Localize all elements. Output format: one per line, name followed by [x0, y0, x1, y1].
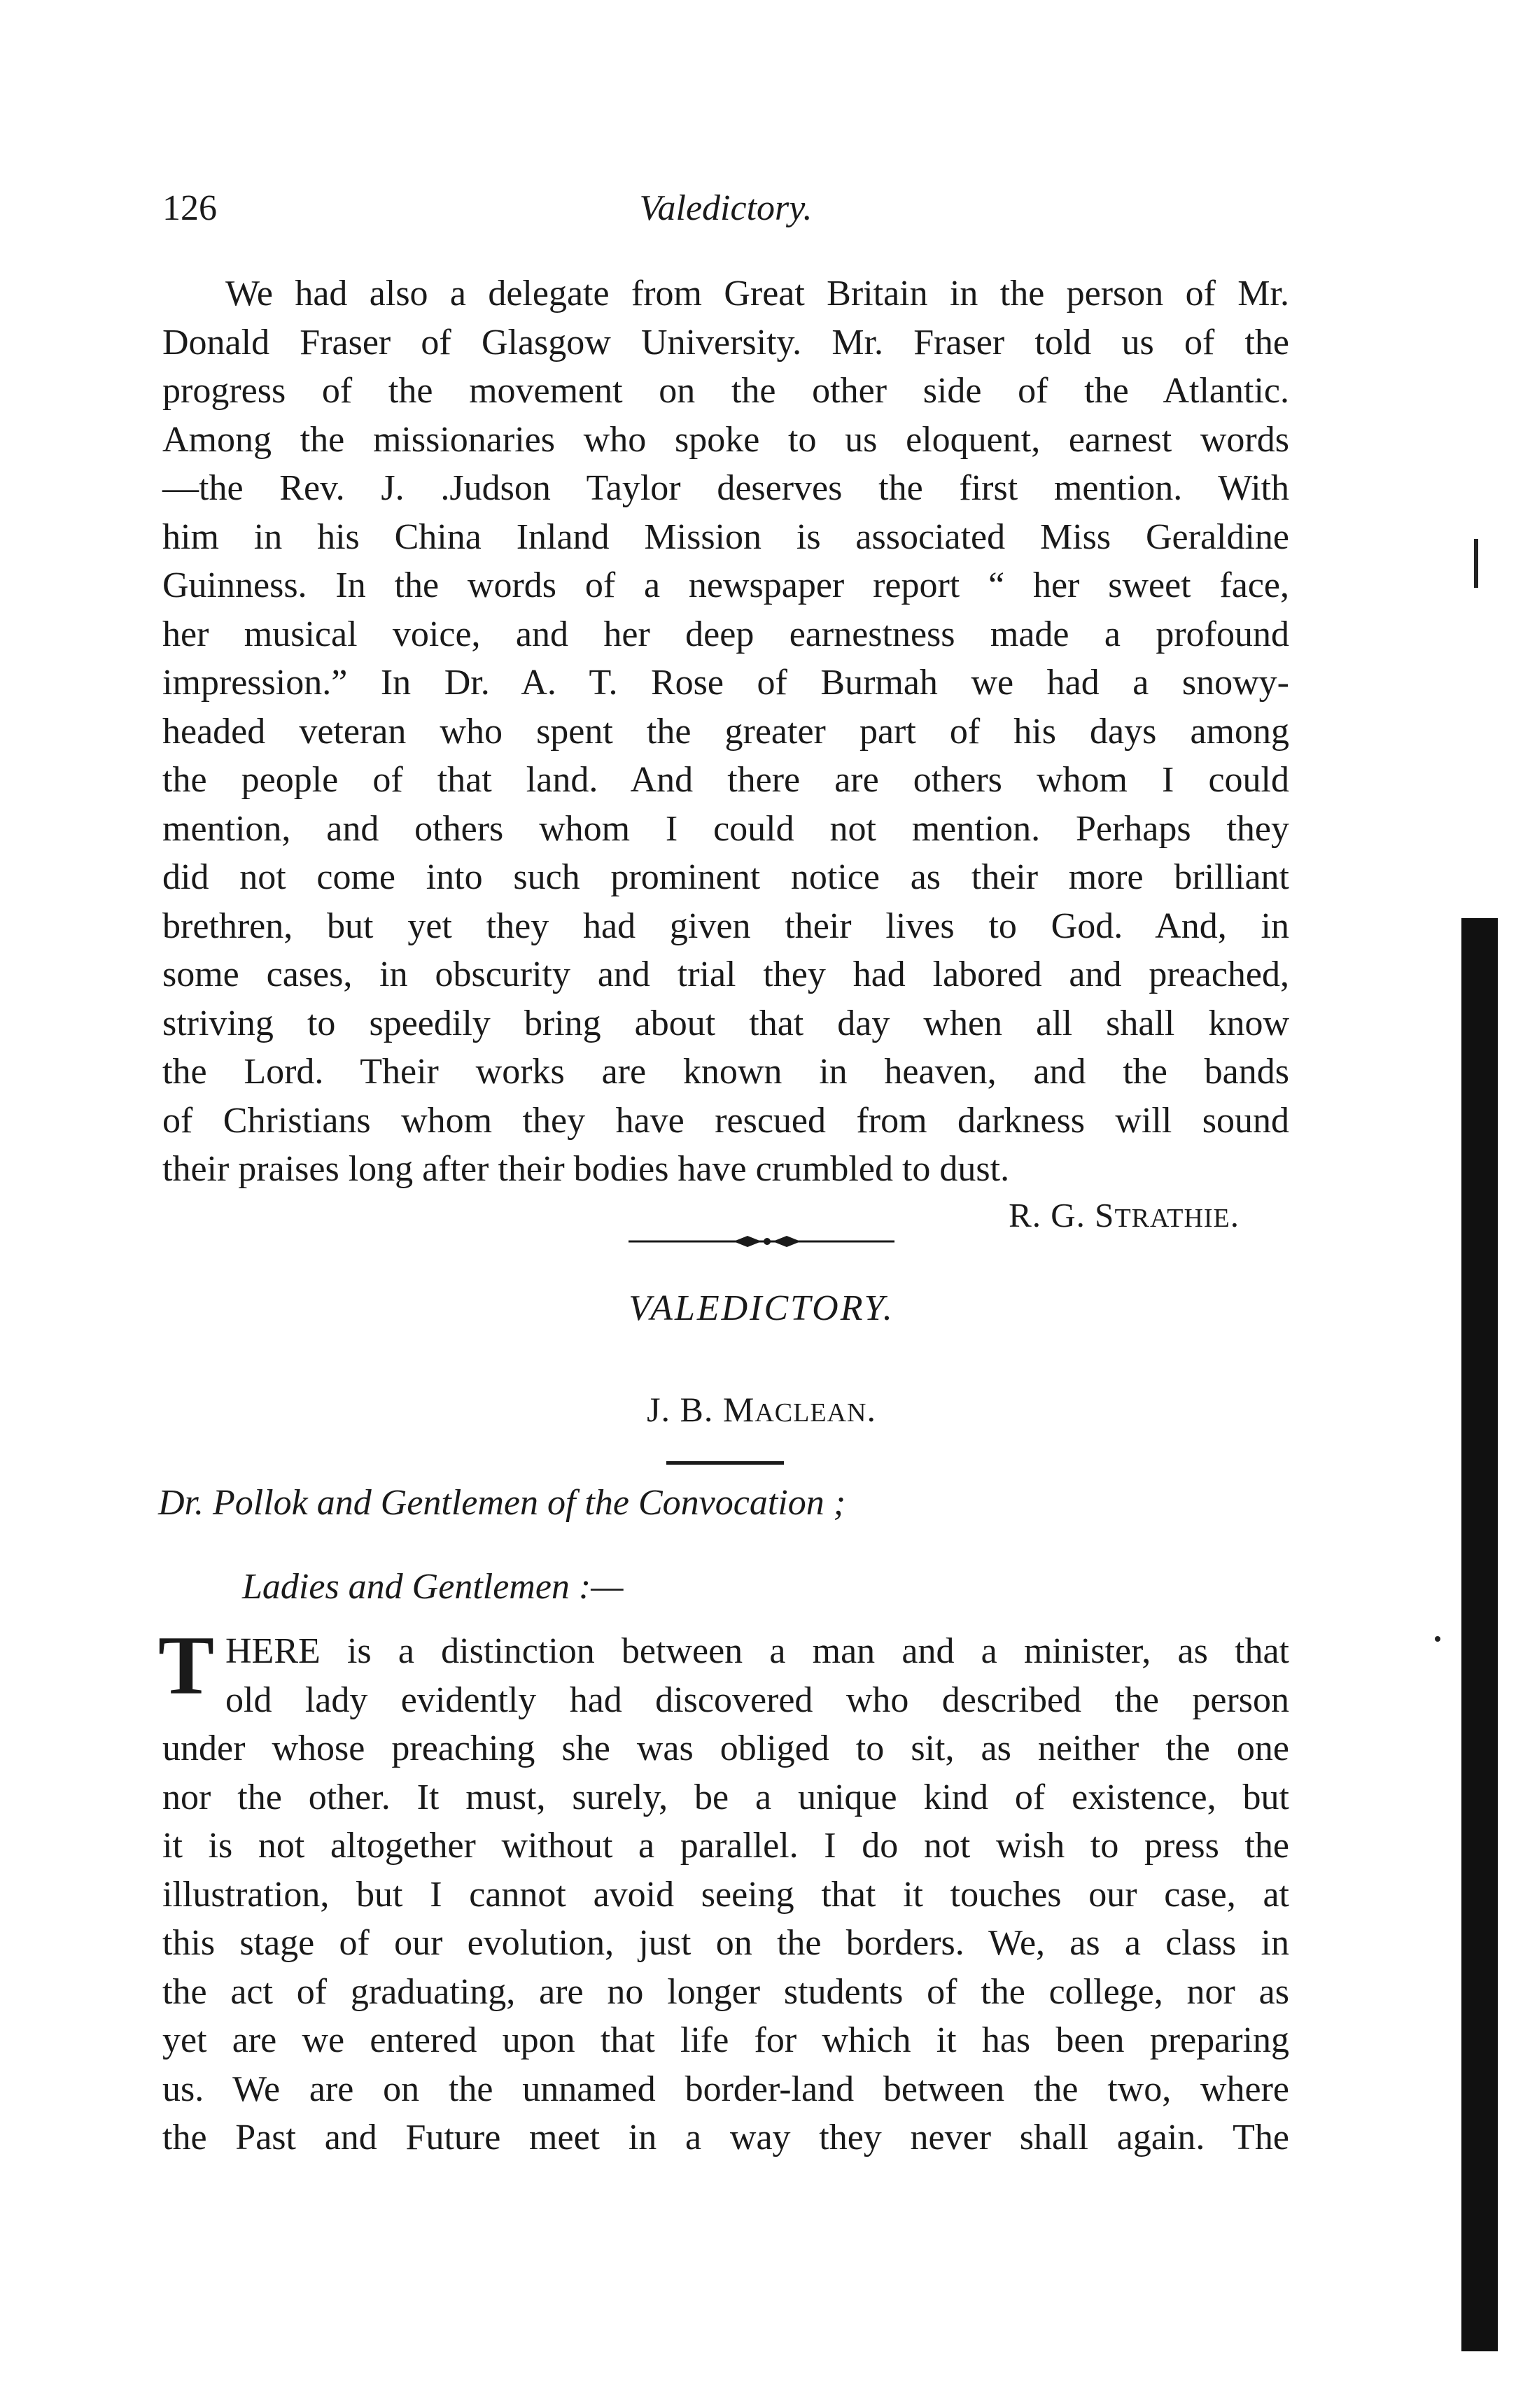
text-line: the Past and Future meet in a way they never shall again. The [162, 2118, 1289, 2157]
text-line: him in his China Inland Mission is associated Miss Geraldine [162, 516, 1289, 557]
text-line: nor the other. It must, surely, be a unique kind of existence, but [162, 1777, 1289, 1817]
author-rule [666, 1461, 784, 1465]
text-line: did not come into such prominent notice as their more brilliant [162, 857, 1289, 897]
text-line: We had also a delegate from Great Britain in the person of Mr. [225, 274, 1289, 314]
text-line: mention, and others whom I could not mention. Perhaps they [162, 808, 1289, 849]
article2-title: VALEDICTORY. [629, 1288, 894, 1328]
text-line: the Lord. Their works are known in heaven, and the bands [162, 1052, 1289, 1092]
text-line: the act of graduating, are no longer students of the college, nor as [162, 1971, 1289, 2012]
article2-author [0, 1389, 1523, 1430]
article1-signature [1009, 1195, 1240, 1235]
author-surname: ACLEAN [755, 1398, 867, 1428]
text-line: it is not altogether without a parallel. I do not wish to press the [162, 1826, 1289, 1866]
salutation-convocation: Dr. Pollok and Gentlemen of the Convocation ; [158, 1483, 846, 1523]
text-line: progress of the movement on the other side of the Atlantic. [162, 371, 1289, 411]
text-line: Guinness. In the words of a newspaper report “ her sweet face, [162, 565, 1289, 605]
text-line: Among the missionaries who spoke to us eloquent, earnest words [162, 419, 1289, 460]
text-line: the people of that land. And there are others whom I could [162, 760, 1289, 800]
text-line: their praises long after their bodies have crumbled to dust. [162, 1149, 1010, 1189]
author-period: . [866, 1390, 876, 1429]
running-title: Valedictory. [639, 188, 813, 228]
article1-body [162, 269, 1289, 1194]
drop-cap: T [158, 1619, 215, 1712]
page-number: 126 [162, 188, 217, 228]
text-line: under whose preaching she was obliged to sit, as neither the one [162, 1728, 1289, 1768]
text-line: of Christians whom they have rescued from darkness will sound [162, 1100, 1289, 1141]
signature-initials: R. G. S [1009, 1196, 1115, 1234]
signature-period: . [1230, 1196, 1240, 1234]
page-header [162, 188, 1289, 244]
author-initials: J. B. M [647, 1390, 755, 1429]
text-line: us. We are on the unnamed border-land between the two, where [162, 2069, 1289, 2109]
section-divider-ornament [0, 1233, 1523, 1253]
text-line: impression.” In Dr. A. T. Rose of Burmah we had a snowy- [162, 663, 1289, 703]
text-line: old lady evidently had discovered who described the person [225, 1680, 1289, 1720]
text-line: brethren, but yet they had given their lives to God. And, in [162, 906, 1289, 946]
text-line: —the Rev. J. .Judson Taylor deserves the first mention. With [162, 468, 1289, 508]
scan-speck [1435, 1636, 1440, 1642]
salutation-ladies: Ladies and Gentlemen :— [242, 1567, 624, 1607]
scan-edge-mark [1474, 539, 1478, 588]
text-line: HERE is a distinction between a man and a minister, as that [225, 1631, 1289, 1671]
article2-body [162, 1627, 1289, 2162]
signature-surname: TRATHIE [1114, 1204, 1230, 1233]
text-line: this stage of our evolution, just on the borders. We, as a class in [162, 1923, 1289, 1963]
text-line: striving to speedily bring about that day when all shall know [162, 1003, 1289, 1043]
text-line: some cases, in obscurity and trial they had labored and preached, [162, 955, 1289, 994]
text-line: headed veteran who spent the greater part of his days among [162, 711, 1289, 752]
text-line: Donald Fraser of Glasgow University. Mr. Fraser told us of the [162, 322, 1289, 362]
scan-edge-shadow [1461, 918, 1498, 2351]
text-line: yet are we entered upon that life for which it has been preparing [162, 2020, 1289, 2060]
text-line: her musical voice, and her deep earnestness made a profound [162, 614, 1289, 654]
text-line: illustration, but I cannot avoid seeing that it touches our case, at [162, 1874, 1289, 1915]
